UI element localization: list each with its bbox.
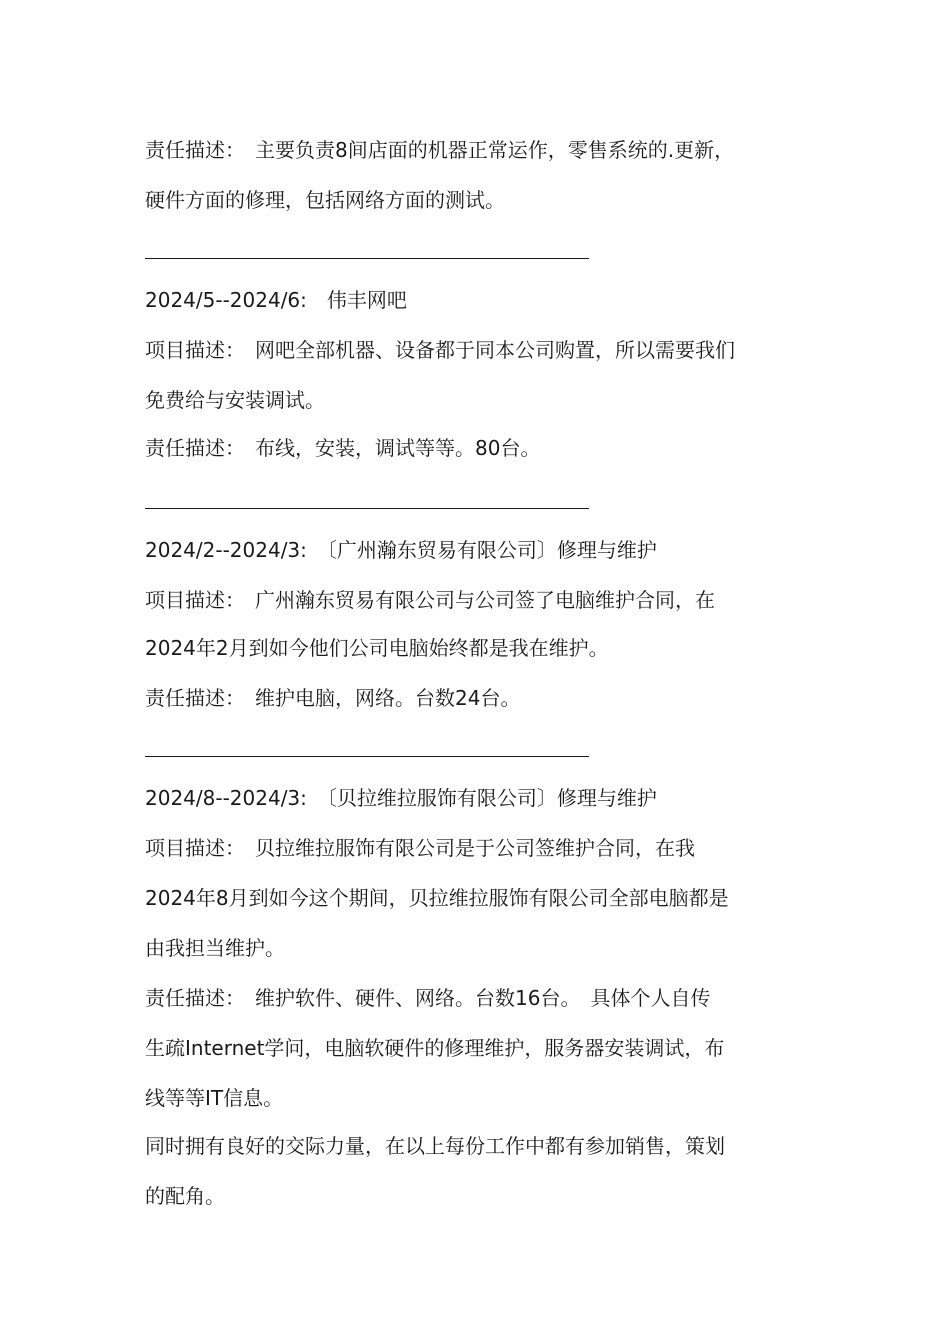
project-description-line: 项目描述： 贝拉维拉服饰有限公司是于公司签维护合同，在我	[145, 836, 695, 860]
section-divider	[145, 756, 589, 757]
duty-description-line: 生疏Internet学问，电脑软硬件的修理维护，服务器安装调试，布	[145, 1036, 725, 1060]
project-description-line: 项目描述： 网吧全部机器、设备都于同本公司购置，所以需要我们	[145, 338, 735, 362]
job-header: 2024/5--2024/6: 伟丰网吧	[145, 288, 407, 312]
project-description-line: 由我担当维护。	[145, 936, 285, 960]
summary-line: 同时拥有良好的交际力量，在以上每份工作中都有参加销售，策划	[145, 1134, 725, 1158]
duty-description-line: 责任描述： 维护软件、硬件、网络。台数16台。 具体个人自传	[145, 986, 711, 1010]
section-divider	[145, 508, 589, 509]
duty-paragraph-line: 责任描述： 主要负责8间店面的机器正常运作，零售系统的.更新，	[145, 138, 735, 162]
duty-description-line: 线等等IT信息。	[145, 1086, 284, 1110]
duty-description-line: 责任描述： 维护电脑，网络。台数24台。	[145, 686, 521, 710]
summary-line: 的配角。	[145, 1184, 225, 1208]
job-header: 2024/8--2024/3: 〔贝拉维拉服饰有限公司〕修理与维护	[145, 786, 657, 810]
duty-paragraph-line: 硬件方面的修理，包括网络方面的测试。	[145, 188, 505, 212]
section-divider	[145, 258, 589, 259]
project-description-line: 项目描述： 广州瀚东贸易有限公司与公司签了电脑维护合同，在	[145, 588, 715, 612]
project-description-line: 2024年2月到如今他们公司电脑始终都是我在维护。	[145, 636, 609, 660]
project-description-line: 免费给与安装调试。	[145, 388, 325, 412]
duty-description-line: 责任描述： 布线，安装，调试等等。80台。	[145, 436, 541, 460]
job-header: 2024/2--2024/3: 〔广州瀚东贸易有限公司〕修理与维护	[145, 538, 657, 562]
project-description-line: 2024年8月到如今这个期间，贝拉维拉服饰有限公司全部电脑都是	[145, 886, 729, 910]
